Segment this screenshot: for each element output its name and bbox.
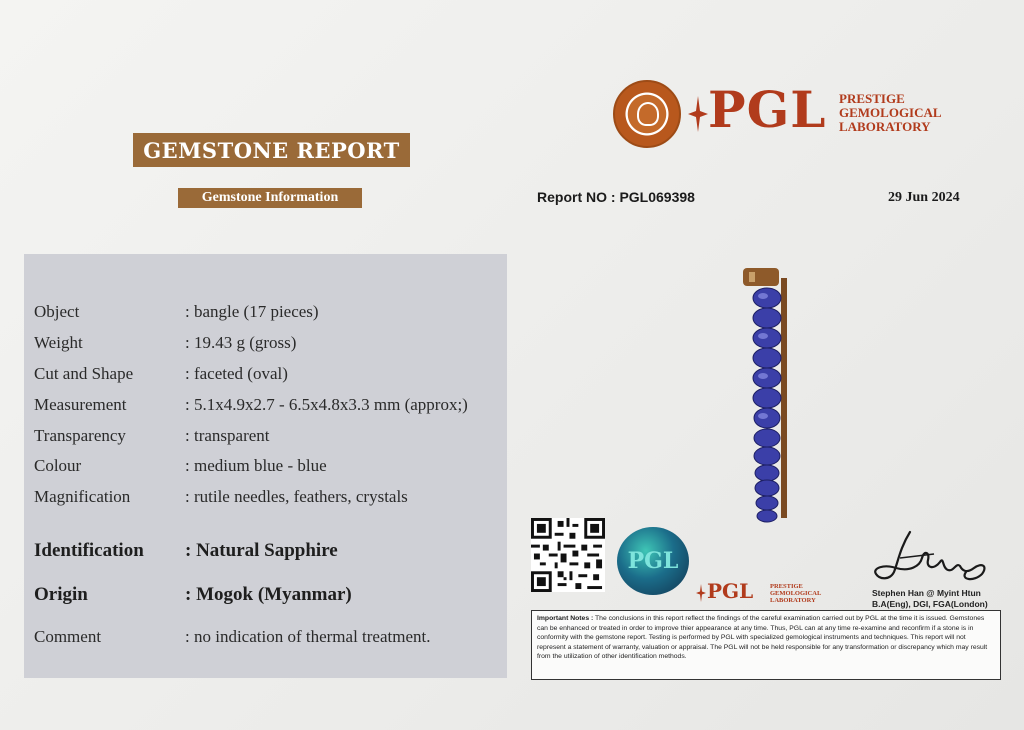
- lab-abbrev: PGL: [708, 80, 827, 139]
- detail-label: Magnification: [34, 487, 131, 506]
- detail-row: [34, 333, 296, 353]
- small-lab-name: [770, 583, 821, 604]
- detail-row: [34, 426, 270, 446]
- comment-label: Comment: [34, 627, 102, 646]
- detail-value: : bangle (17 pieces): [185, 302, 319, 321]
- section-tag: Gemstone Information: [178, 188, 362, 208]
- small-lab-name-line: LABORATORY: [770, 597, 816, 604]
- comment-value: : no indication of thermal treatment.: [185, 627, 431, 646]
- detail-row: [34, 487, 408, 507]
- sapphire-bangle-image: [735, 268, 795, 528]
- detail-value: : faceted (oval): [185, 364, 288, 383]
- detail-label: Measurement: [34, 395, 127, 414]
- detail-value: : transparent: [185, 426, 270, 445]
- origin-label: Origin: [34, 584, 88, 605]
- lab-name-line: PRESTIGE: [839, 91, 905, 106]
- lab-name-line: GEMOLOGICAL: [839, 105, 942, 120]
- detail-value: : medium blue - blue: [185, 456, 327, 475]
- origin-value: : Mogok (Myanmar): [185, 584, 352, 605]
- important-notes: [531, 610, 1001, 680]
- sparkle-icon: [696, 584, 706, 602]
- detail-row: [34, 364, 288, 384]
- detail-value: : rutile needles, feathers, crystals: [185, 487, 408, 506]
- identification-label: Identification: [34, 540, 144, 561]
- report-number: Report NO : PGL069398: [537, 189, 695, 205]
- seal-emblem-icon: [637, 102, 659, 126]
- sparkle-icon: [688, 96, 708, 132]
- hologram-text: PGL: [627, 548, 679, 574]
- detail-label: Object: [34, 302, 80, 321]
- hologram-seal: [617, 527, 689, 595]
- small-lab-name-line: PRESTIGE: [770, 583, 803, 590]
- detail-label: Colour: [34, 456, 82, 475]
- detail-label: Transparency: [34, 426, 126, 445]
- report-title: GEMSTONE REPORT: [133, 133, 410, 167]
- notes-heading: Important Notes :: [537, 615, 594, 622]
- small-lab-name-line: GEMOLOGICAL: [770, 590, 822, 597]
- signer-credentials: B.A(Eng), DGI, FGA(London): [872, 599, 988, 609]
- detail-value: : 19.43 g (gross): [185, 333, 297, 352]
- detail-row: [34, 395, 468, 415]
- detail-label: Cut and Shape: [34, 364, 134, 383]
- comment-row: [34, 627, 430, 647]
- signer-name: Stephen Han @ Myint Htun: [872, 588, 981, 598]
- report-date: 29 Jun 2024: [888, 190, 960, 205]
- lab-seal-logo: [613, 80, 681, 148]
- detail-row: [34, 456, 327, 476]
- detail-value: : 5.1x4.9x2.7 - 6.5x4.8x3.3 mm (approx;): [185, 395, 468, 414]
- identification-value: : Natural Sapphire: [185, 540, 338, 561]
- identification-row: [34, 540, 338, 562]
- qr-code-icon[interactable]: [531, 518, 605, 592]
- lab-name: [839, 92, 942, 134]
- lab-name-line: LABORATORY: [839, 119, 931, 134]
- detail-row: [34, 302, 319, 322]
- notes-text: The conclusions in this report reflect the findings of the careful examination carried out by PGL at the time it is issued. Gemstones can be enhanced or treated in order to improve thier appearance at any time. Thus, PGL can at any time re-examine and reconfirm if a stone is in conformity with the gemstone report. Testing is performed by PGL with specialized gemological instruments and techniques. This report will not represent a statement of warranty, valuation or appraisal. The PGL will not be held responsible for any transformation or discrepancy which may result from the utilization of other identification methods.: [537, 615, 988, 660]
- origin-row: [34, 584, 352, 606]
- gemstone-info-panel: [24, 254, 507, 678]
- small-lab-abbrev: PGL: [707, 579, 754, 603]
- detail-label: Weight: [34, 333, 83, 352]
- signature-image: [870, 528, 990, 590]
